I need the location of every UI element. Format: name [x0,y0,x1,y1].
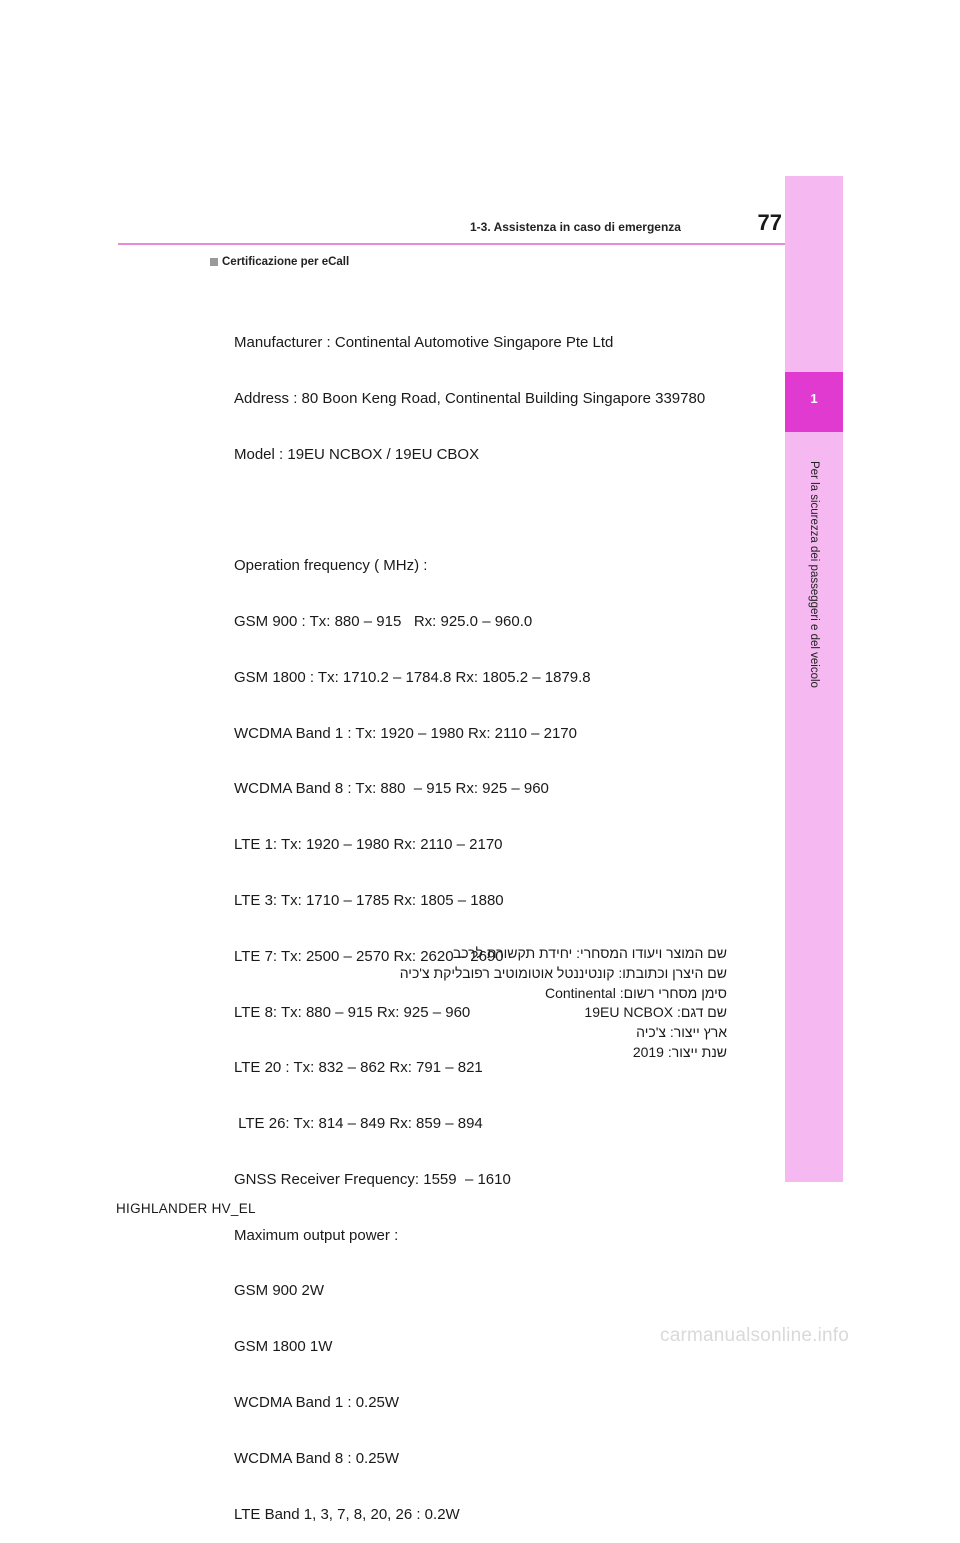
hebrew-certification [300,944,727,1063]
cert-line: GSM 900 2W [234,1282,325,1300]
cert-line: LTE 7: Tx: 2500 – 2570 Rx: 2620 – 2690 [234,947,504,965]
cert-line: Address : 80 Boon Keng Road, Continental Building Singapore 339780 [234,389,706,407]
hebrew-line: שם דגם: 19EU NCBOX [584,1004,727,1021]
cert-line: Model : 19EU NCBOX / 19EU CBOX [234,445,480,463]
page-number: 77 [757,210,782,235]
cert-line: Maximum output power : [234,1226,399,1244]
cert-line: LTE 3: Tx: 1710 – 1785 Rx: 1805 – 1880 [234,892,504,909]
cert-line: GNSS Receiver Frequency: 1559 – 1610 [234,1170,511,1188]
hebrew-line: שם היצרן וכתובתו: קונטיננטל אוטומוטיב רפובליקת צ'כיה [399,964,727,981]
cert-line: GSM 1800 : Tx: 1710.2 – 1784.8 Rx: 1805.2 – 1879.8 [234,668,591,686]
cert-line: LTE 8: Tx: 880 – 915 Rx: 925 – 960 [234,1003,471,1021]
header-divider [118,243,785,245]
subheading-text: Certificazione per eCall [222,256,350,268]
cert-line: LTE 20 : Tx: 832 – 862 Rx: 791 – 821 [234,1059,483,1077]
cert-line: WCDMA Band 1 : Tx: 1920 – 1980 Rx: 2110 – 2170 [234,724,577,742]
section-title: 1-3. Assistenza in caso di emergenza [470,220,681,234]
hebrew-line: סימן מסחרי רשום: Continental [544,984,727,1001]
chapter-number: 1 [810,391,818,406]
chapter-title: Per la sicurezza dei passeggeri e del veicolo [808,460,820,688]
cert-line: WCDMA Band 8 : Tx: 880 – 915 Rx: 925 – 960 [234,780,549,798]
cert-line: WCDMA Band 8 : 0.25W [234,1449,400,1467]
hebrew-line: שנת ייצור: 2019 [632,1043,727,1060]
cert-line: LTE Band 1, 3, 7, 8, 20, 26 : 0.2W [234,1505,460,1523]
subheading [210,256,349,268]
cert-line: GSM 1800 1W [234,1338,333,1356]
cert-line: Manufacturer : Continental Automotive Singapore Pte Ltd [234,334,614,352]
certification-block [234,297,774,1543]
cert-line: LTE 1: Tx: 1920 – 1980 Rx: 2110 – 2170 [234,836,503,854]
spacer [234,502,774,521]
square-bullet-icon [210,258,218,266]
hebrew-line: ארץ ייצור: צ'כיה [636,1024,727,1041]
cert-line: WCDMA Band 1 : 0.25W [234,1394,400,1412]
footer-model: HIGHLANDER HV_EL [116,1201,256,1216]
cert-line: LTE 26: Tx: 814 – 849 Rx: 859 – 894 [234,1115,483,1133]
watermark: carmanualsonline.info [660,1325,850,1346]
cert-line: GSM 900 : Tx: 880 – 915 Rx: 925.0 – 960.0 [234,613,533,631]
cert-line: Operation frequency ( MHz) : [234,557,428,575]
hebrew-line: שם המוצר ויעודו המסחרי: יחידת תקשורת לרכב [452,945,727,961]
